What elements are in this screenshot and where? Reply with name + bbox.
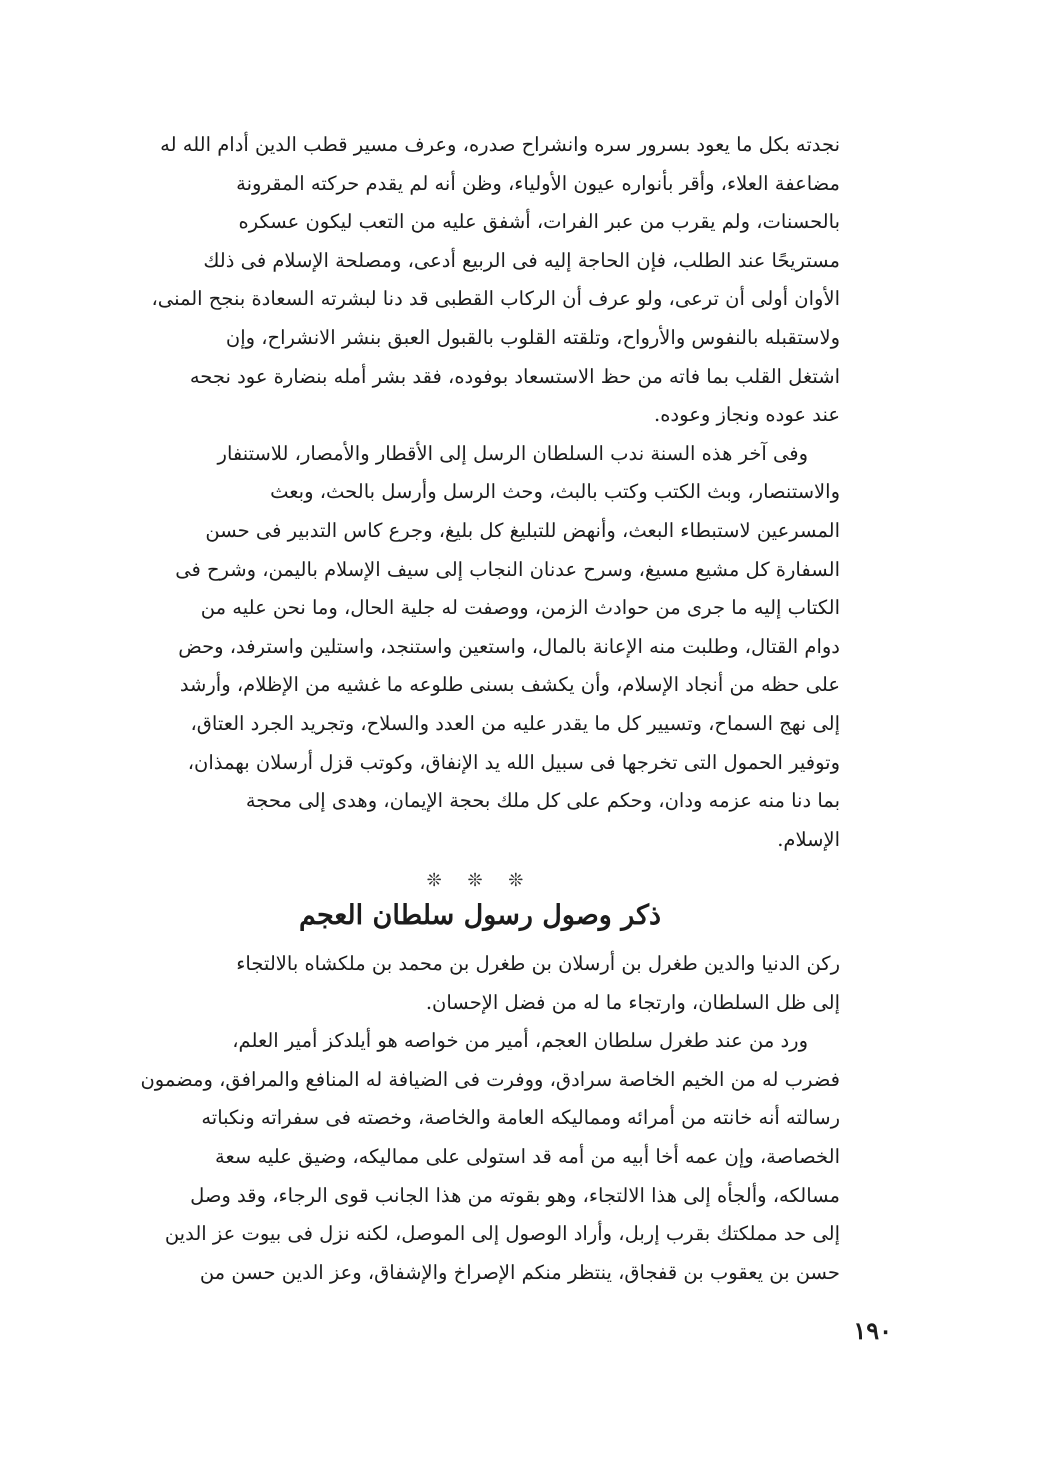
page-number: ١٩٠ [853, 1316, 892, 1345]
text-line: الخصاصة، وإن عمه أخا أبيه من أمه قد استولى على مماليكه، وضيق عليه سعة [215, 1144, 840, 1168]
text-line: ولاستقبله بالنفوس والأرواح، وتلقته القلوب بالقبول العبق بنشر الانشراح، وإن [225, 325, 840, 349]
body-text-top [120, 126, 840, 859]
section-heading: ذكر وصول رسول سلطان العجم [298, 900, 662, 931]
body-text-bottom [120, 945, 840, 1292]
paragraph [120, 126, 840, 435]
text-line: مضاعفة العلاء، وأقر بأنواره عيون الأولياء، وظن أنه لم يقدم حركته المقرونة [236, 171, 840, 195]
text-line: وفى آخر هذه السنة ندب السلطان الرسل إلى الأقطار والأمصار، للاستنفار [217, 441, 808, 465]
text-line: رسالته أنه خانته من أمرائه ومماليكه العامة والخاصة، وخصته فى سفراته ونكباته [201, 1106, 840, 1130]
text-line: على حظه من أنجاد الإسلام، وأن يكشف بسنى طلوعه ما غشيه من الإظلام، وأرشد [179, 673, 840, 697]
section-separator: ❊ ❊ ❊ [426, 870, 534, 891]
text-line: وتوفير الحمول التى تخرجها فى سبيل الله يد الإنفاق، وكوتب قزل أرسلان بهمذان، [187, 750, 840, 774]
text-line: الكتاب إليه ما جرى من حوادث الزمن، ووصفت له جلية الحال، وما نحن عليه من [200, 596, 840, 620]
paragraph [120, 1022, 840, 1292]
text-line: الإسلام. [777, 827, 840, 851]
text-line: حسن بن يعقوب بن قفجاق، ينتظر منكم الإصراخ والإشفاق، وعز الدين حسن من [199, 1260, 840, 1284]
paragraph [120, 435, 840, 860]
text-line: المسرعين لاستبطاء البعث، وأنهض للتبليغ كل بليغ، وجرع كاس التدبير فى حسن [205, 518, 840, 542]
text-line: إلى حد مملكتك بقرب إربل، وأراد الوصول إلى الموصل، لكنه نزل فى بيوت عز الدين [164, 1222, 840, 1246]
text-line: مسالكه، وألجأه إلى هذا الالتجاء، وهو بقوته من هذا الجانب قوى الرجاء، وقد وصل [190, 1183, 840, 1207]
text-line: إلى ظل السلطان، وارتجاء ما له من فضل الإحسان. [425, 990, 840, 1014]
text-line: السفارة كل مشيع مسيغ، وسرح عدنان النجاب إلى سيف الإسلام باليمن، وشرح فى [175, 557, 840, 581]
text-line: مستريحًا عند الطلب، فإن الحاجة إليه فى الربيع أدعى، ومصلحة الإسلام فى ذلك [203, 248, 840, 272]
text-line: ورد من عند طغرل سلطان العجم، أمير من خواصه هو أيلدكز أمير العلم، [232, 1029, 808, 1053]
text-line: دوام القتال، وطلبت منه الإعانة بالمال، واستعين واستنجد، واستلين واسترفد، وحض [178, 634, 840, 658]
text-line: الأوان أولى أن ترعى، ولو عرف أن الركاب القطبى قد دنا لبشرته السعادة بنجح المنى، [151, 287, 840, 311]
text-line: اشتغل القلب بما فاته من حظ الاستسعاد بوفوده، فقد بشر أمله بنضارة عود نجحه [189, 364, 840, 388]
text-line: فضرب له من الخيم الخاصة سرادق، ووفرت فى الضيافة له المنافع والمرافق، ومضمون [140, 1067, 840, 1091]
text-line: بما دنا منه عزمه ودان، وحكم على كل ملك بحجة الإيمان، وهدى إلى محجة [245, 789, 840, 813]
text-line: نجدته بكل ما يعود بسرور سره وانشراح صدره، وعرف مسير قطب الدين أدام الله له [160, 133, 840, 156]
text-line: بالحسنات، ولم يقرب من عبر الفرات، أشفق عليه من التعب ليكون عسكره [238, 210, 840, 234]
text-line: عند عوده ونجاز وعوده. [654, 403, 840, 427]
text-line: ركن الدنيا والدين طغرل بن أرسلان بن طغرل بن محمد بن ملكشاه بالالتجاء [236, 952, 840, 975]
text-line: والاستنصار، وبث الكتب وكتب بالبث، وحث الرسل وأرسل بالحث، وبعث [270, 480, 840, 504]
paragraph [120, 945, 840, 1022]
text-line: إلى نهج السماح، وتسيير كل ما يقدر عليه من العدد والسلاح، وتجريد الجرد العتاق، [190, 711, 840, 735]
